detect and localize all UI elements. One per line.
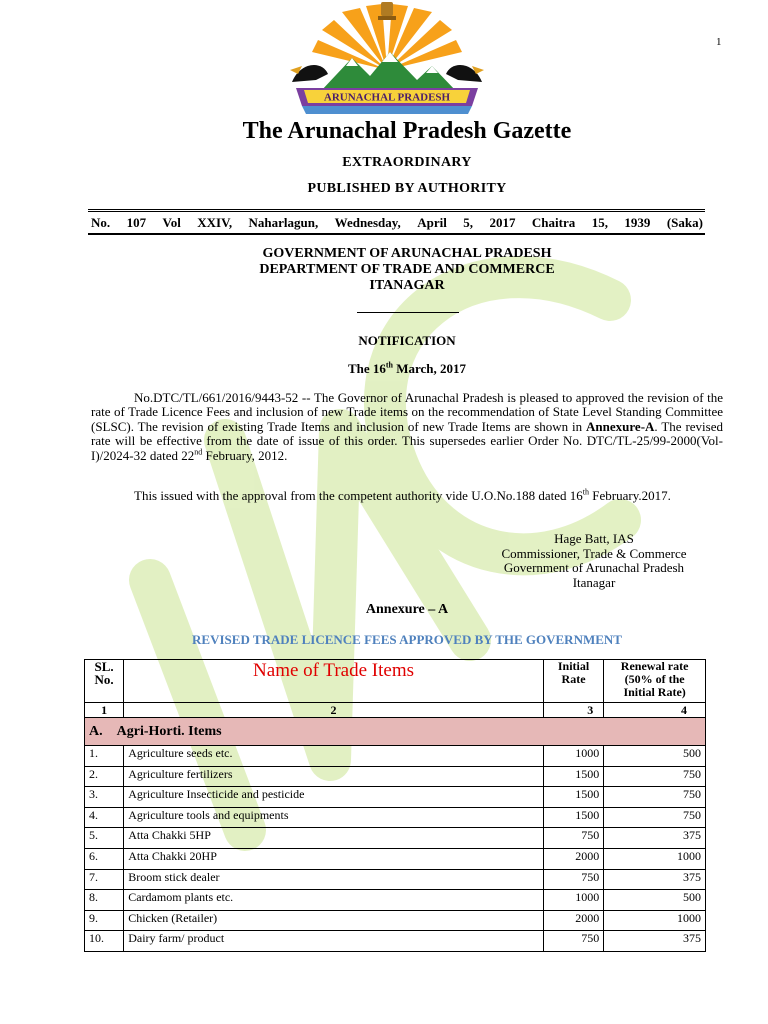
row-initial-rate: 1500 xyxy=(543,787,603,808)
row-initial-rate: 1000 xyxy=(543,890,603,911)
column-number: 3 xyxy=(543,703,603,718)
table-row xyxy=(85,766,706,787)
row-renewal-rate: 750 xyxy=(604,807,706,828)
row-trade-item: Agriculture tools and equipments xyxy=(124,807,544,828)
signatory-designation: Commissioner, Trade & Commerce xyxy=(501,545,687,561)
gazette-title: The Arunachal Pradesh Gazette xyxy=(242,118,572,144)
issue-line xyxy=(91,215,703,231)
header-renewal-rate: Renewal rate (50% of the Initial Rate) xyxy=(604,660,706,703)
row-renewal-rate: 375 xyxy=(604,869,706,890)
row-trade-item: Agriculture fertilizers xyxy=(124,766,544,787)
divider xyxy=(357,312,459,313)
section-name: Agri-Horti. Items xyxy=(116,723,222,739)
row-initial-rate: 2000 xyxy=(543,910,603,931)
row-trade-item: Atta Chakki 20HP xyxy=(124,848,544,869)
department-line-2: DEPARTMENT OF TRADE AND COMMERCE xyxy=(259,262,555,277)
row-initial-rate: 2000 xyxy=(543,848,603,869)
table-row xyxy=(85,910,706,931)
row-trade-item: Cardamom plants etc. xyxy=(124,890,544,911)
row-renewal-rate: 1000 xyxy=(604,910,706,931)
table-body xyxy=(85,746,706,952)
department-heading xyxy=(0,246,768,294)
header-trade-items: Name of Trade Items xyxy=(124,660,544,703)
issue-word: No. xyxy=(91,215,111,230)
table-row xyxy=(85,869,706,890)
row-initial-rate: 750 xyxy=(543,869,603,890)
department-line-3: ITANAGAR xyxy=(369,278,445,293)
gazette-authority: PUBLISHED BY AUTHORITY xyxy=(307,181,507,196)
table-row xyxy=(85,746,706,767)
row-renewal-rate: 750 xyxy=(604,766,706,787)
annexure-title: Annexure – A xyxy=(365,602,449,617)
department-line-1: GOVERNMENT OF ARUNACHAL PRADESH xyxy=(262,246,552,261)
row-trade-item: Dairy farm/ product xyxy=(124,931,544,952)
section-row xyxy=(85,718,706,746)
issue-word: XXIV, xyxy=(197,215,233,230)
table-row xyxy=(85,890,706,911)
row-sl-no: 7. xyxy=(85,869,124,890)
signatory-name: Hage Batt, IAS xyxy=(554,531,634,546)
issue-word: 5, xyxy=(463,215,474,230)
issue-word: 15, xyxy=(591,215,608,230)
signatory-office: Government of Arunachal Pradesh xyxy=(503,560,685,576)
column-number: 4 xyxy=(604,703,706,718)
row-renewal-rate: 500 xyxy=(604,746,706,767)
row-sl-no: 6. xyxy=(85,848,124,869)
table-row xyxy=(85,828,706,849)
row-initial-rate: 1500 xyxy=(543,766,603,787)
row-sl-no: 5. xyxy=(85,828,124,849)
row-sl-no: 9. xyxy=(85,910,124,931)
row-renewal-rate: 375 xyxy=(604,828,706,849)
row-trade-item: Broom stick dealer xyxy=(124,869,544,890)
table-header-row xyxy=(85,660,706,703)
row-initial-rate: 1500 xyxy=(543,807,603,828)
gazette-subtitle: EXTRAORDINARY xyxy=(342,155,472,170)
header-sl-no: SL. No. xyxy=(85,660,124,703)
state-emblem xyxy=(282,0,492,120)
issue-word: 1939 xyxy=(624,215,651,230)
table-row xyxy=(85,848,706,869)
section-heading xyxy=(85,718,706,746)
issue-word: Chaitra xyxy=(531,215,576,230)
table-row xyxy=(85,931,706,952)
row-initial-rate: 1000 xyxy=(543,746,603,767)
issue-word: Vol xyxy=(162,215,181,230)
row-trade-item: Atta Chakki 5HP xyxy=(124,828,544,849)
issue-word: 107 xyxy=(126,215,147,230)
page-number: 1 xyxy=(716,36,722,48)
signature-block xyxy=(470,532,718,590)
issue-rule-bottom xyxy=(88,233,705,235)
row-sl-no: 3. xyxy=(85,787,124,808)
row-renewal-rate: 750 xyxy=(604,787,706,808)
issue-word: 2017 xyxy=(489,215,516,230)
header-initial-rate: Initial Rate xyxy=(543,660,603,703)
emblem-banner-text: ARUNACHAL PRADESH xyxy=(323,91,451,104)
row-renewal-rate: 375 xyxy=(604,931,706,952)
issue-word: April xyxy=(417,215,447,230)
row-renewal-rate: 500 xyxy=(604,890,706,911)
row-trade-item: Agriculture Insecticide and pesticide xyxy=(124,787,544,808)
annexure-subtitle: REVISED TRADE LICENCE FEES APPROVED BY THE GOVERNMENT xyxy=(192,632,622,647)
issue-word: Naharlagun, xyxy=(248,215,319,230)
column-number: 1 xyxy=(85,703,124,718)
row-sl-no: 1. xyxy=(85,746,124,767)
column-number: 2 xyxy=(124,703,544,718)
issue-word: (Saka) xyxy=(666,215,703,230)
table-row xyxy=(85,807,706,828)
notification-heading: NOTIFICATION xyxy=(358,333,456,348)
trade-fees-table xyxy=(84,659,706,952)
row-initial-rate: 750 xyxy=(543,828,603,849)
row-sl-no: 8. xyxy=(85,890,124,911)
notification-paragraph-1: No.DTC/TL/661/2016/9443-52 -- The Governor of Arunachal Pradesh is pleased to approved the revision of the rate of Trade Licence Fees and inclusion of new Trade items on the recommendation of State Level Standing Committee (SLSC). The revision of existing Trade Items and inclusion of new Trade Items are shown in Annexure-A. The revised rate will be effective from the date of issue of this order. This supersedes earlier Order No. DTC/TL-25/99-2000(Vol-I)/2024-32 dated 22nd February, 2012. xyxy=(91,390,723,463)
row-sl-no: 10. xyxy=(85,931,124,952)
row-renewal-rate: 1000 xyxy=(604,848,706,869)
row-trade-item: Agriculture seeds etc. xyxy=(124,746,544,767)
notification-paragraph-2: This issued with the approval from the competent authority vide U.O.No.188 dated 16th February.2017. xyxy=(134,487,671,503)
row-sl-no: 4. xyxy=(85,807,124,828)
row-trade-item: Chicken (Retailer) xyxy=(124,910,544,931)
column-number-row xyxy=(85,703,706,718)
notification-date: The 16th March, 2017 xyxy=(347,360,467,376)
table-row xyxy=(85,787,706,808)
row-initial-rate: 750 xyxy=(543,931,603,952)
signatory-place: Itanagar xyxy=(572,574,616,590)
issue-word: Wednesday, xyxy=(334,215,401,230)
section-letter: A. xyxy=(89,723,103,739)
row-sl-no: 2. xyxy=(85,766,124,787)
